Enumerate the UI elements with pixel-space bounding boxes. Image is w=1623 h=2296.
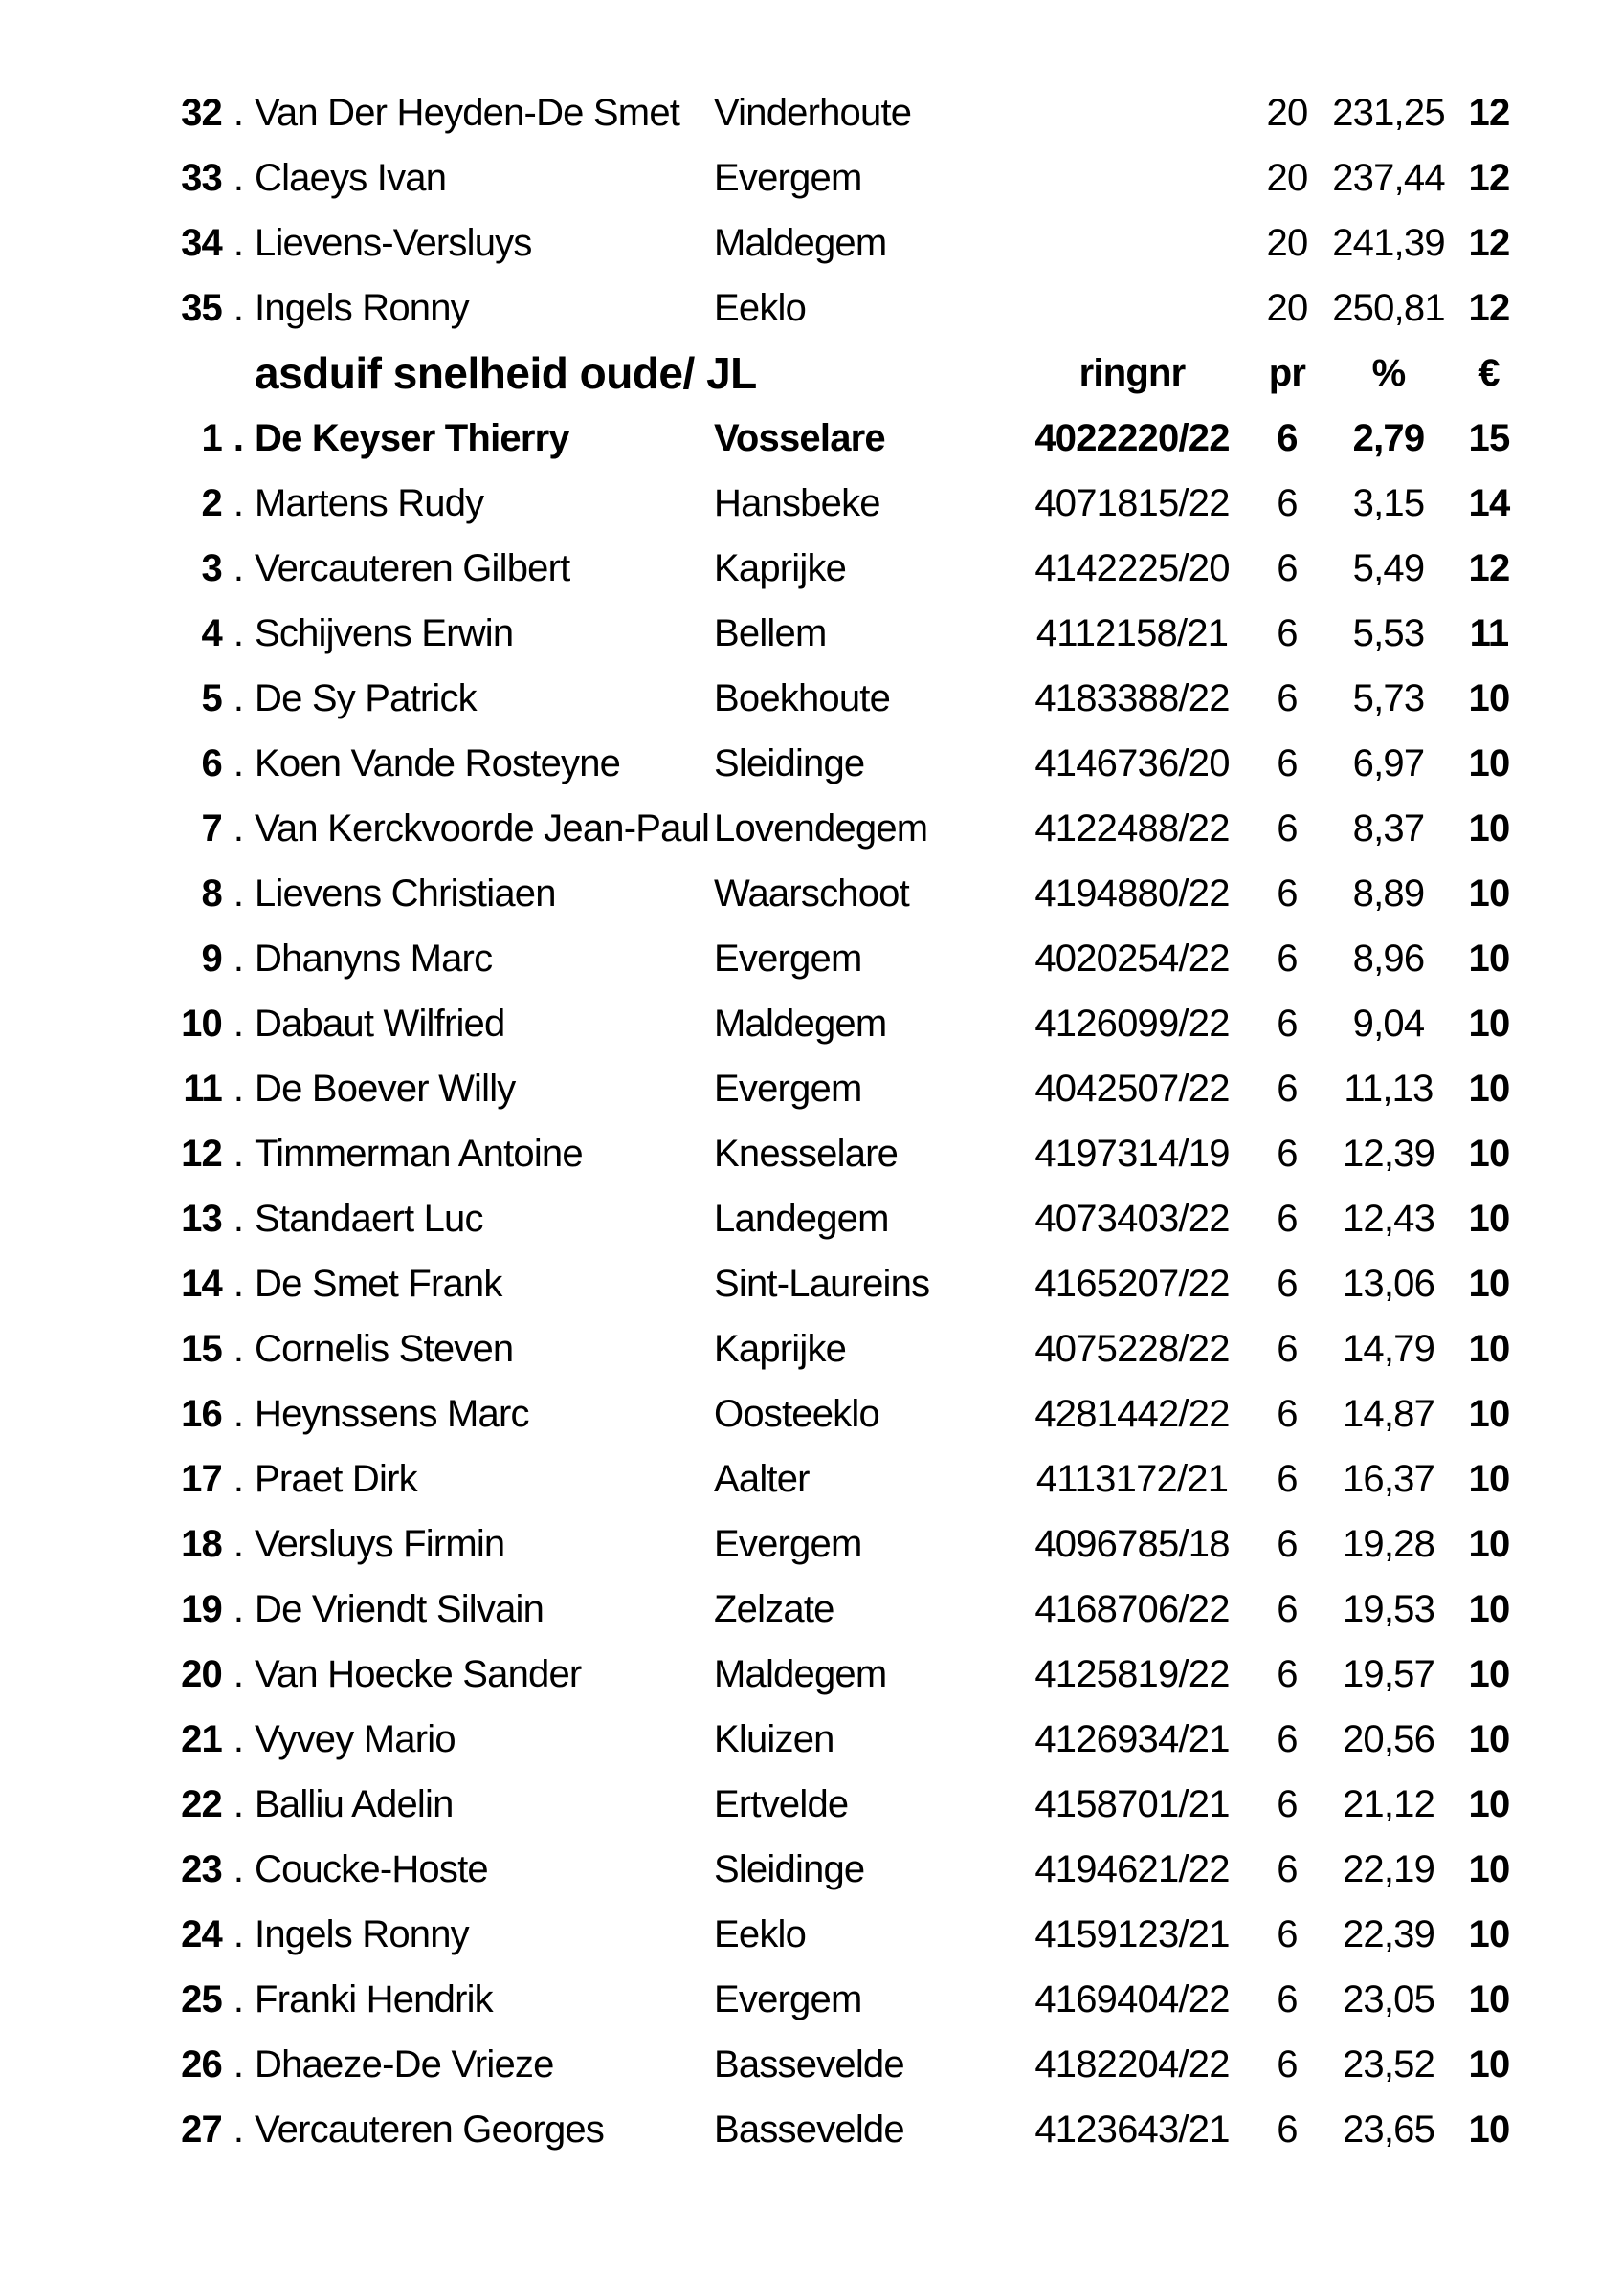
rank-separator: . (233, 1978, 244, 2020)
rank-separator: . (233, 157, 244, 199)
name-cell: De Keyser Thierry (255, 417, 569, 459)
table-row (0, 1121, 1623, 1186)
name-cell: Standaert Luc (255, 1198, 483, 1240)
column-header-euro: € (1478, 352, 1500, 394)
table-row (0, 731, 1623, 796)
pr-cell: 6 (1277, 1718, 1298, 1760)
rank-cell: 25 (181, 1978, 222, 2020)
rank-separator: . (233, 742, 244, 784)
rank-cell: 6 (201, 742, 222, 784)
name-cell: Schijvens Erwin (255, 612, 514, 654)
percent-cell: 19,28 (1342, 1523, 1435, 1565)
percent-cell: 20,56 (1342, 1718, 1435, 1760)
table-row (0, 861, 1623, 926)
ringnr-cell: 4146736/20 (1034, 742, 1230, 784)
euro-cell: 10 (1468, 1458, 1510, 1500)
pr-cell: 6 (1277, 1263, 1298, 1305)
percent-cell: 19,53 (1342, 1588, 1435, 1630)
rank-cell: 33 (181, 157, 222, 199)
rank-separator: . (233, 677, 244, 719)
table-row (0, 1186, 1623, 1251)
euro-cell: 10 (1468, 2108, 1510, 2151)
name-cell: Praet Dirk (255, 1458, 417, 1500)
pr-cell: 6 (1277, 1588, 1298, 1630)
euro-cell: 10 (1468, 1198, 1510, 1240)
ringnr-cell: 4125819/22 (1034, 1653, 1230, 1695)
rank-cell: 5 (201, 677, 222, 719)
euro-cell: 12 (1468, 92, 1510, 134)
ringnr-cell: 4112158/21 (1035, 612, 1229, 654)
name-cell: Vyvey Mario (255, 1718, 456, 1760)
ringnr-cell: 4123643/21 (1034, 2108, 1230, 2151)
pr-cell: 20 (1266, 222, 1308, 264)
rank-separator: . (233, 1783, 244, 1825)
rank-cell: 9 (201, 938, 222, 980)
name-cell: Heynssens Marc (255, 1393, 529, 1435)
percent-cell: 237,44 (1332, 157, 1445, 199)
euro-cell: 10 (1468, 2043, 1510, 2086)
rank-separator: . (233, 1003, 244, 1045)
rank-cell: 19 (181, 1588, 222, 1630)
pr-cell: 6 (1277, 1848, 1298, 1890)
city-cell: Vinderhoute (714, 92, 912, 134)
pr-cell: 6 (1277, 1913, 1298, 1955)
rank-separator: . (233, 1458, 244, 1500)
name-cell: Franki Hendrik (255, 1978, 493, 2020)
rank-separator: . (233, 612, 244, 654)
pr-cell: 6 (1277, 742, 1298, 784)
rank-cell: 2 (201, 482, 222, 524)
pr-cell: 6 (1277, 417, 1298, 459)
rank-cell: 35 (181, 287, 222, 329)
section-header-row (0, 341, 1623, 406)
ringnr-cell: 4158701/21 (1034, 1783, 1230, 1825)
rank-cell: 8 (201, 872, 222, 915)
percent-cell: 9,04 (1352, 1003, 1425, 1045)
city-cell: Bassevelde (714, 2108, 904, 2151)
ringnr-cell: 4113172/21 (1035, 1458, 1229, 1500)
ringnr-cell: 4142225/20 (1034, 547, 1230, 589)
name-cell: Martens Rudy (255, 482, 484, 524)
name-cell: De Sy Patrick (255, 677, 477, 719)
name-cell: Lievens-Versluys (255, 222, 532, 264)
rank-cell: 3 (201, 547, 222, 589)
euro-cell: 10 (1468, 938, 1510, 980)
name-cell: Claeys Ivan (255, 157, 447, 199)
city-cell: Oosteeklo (714, 1393, 879, 1435)
percent-cell: 11,13 (1344, 1068, 1434, 1110)
rank-cell: 27 (181, 2108, 222, 2151)
rank-cell: 32 (181, 92, 222, 134)
percent-cell: 8,96 (1352, 938, 1425, 980)
pr-cell: 6 (1277, 1328, 1298, 1370)
euro-cell: 10 (1468, 742, 1510, 784)
table-row (0, 1837, 1623, 1902)
rank-separator: . (233, 1913, 244, 1955)
euro-cell: 10 (1468, 1133, 1510, 1175)
city-cell: Evergem (714, 157, 862, 199)
section-title: asduif snelheid oude/ JL (255, 348, 757, 398)
city-cell: Knesselare (714, 1133, 899, 1175)
rank-separator: . (233, 1198, 244, 1240)
name-cell: Coucke-Hoste (255, 1848, 488, 1890)
table-row (0, 210, 1623, 276)
pr-cell: 20 (1266, 287, 1308, 329)
table-row (0, 80, 1623, 145)
pr-cell: 6 (1277, 1393, 1298, 1435)
table-row (0, 1056, 1623, 1121)
rank-cell: 12 (181, 1133, 222, 1175)
pr-cell: 20 (1266, 92, 1308, 134)
percent-cell: 8,89 (1352, 872, 1425, 915)
name-cell: Balliu Adelin (255, 1783, 454, 1825)
rank-separator: . (233, 1068, 244, 1110)
name-cell: Van Kerckvoorde Jean-Paul (255, 807, 710, 850)
table-row (0, 1772, 1623, 1837)
rank-cell: 18 (181, 1523, 222, 1565)
percent-cell: 19,57 (1342, 1653, 1435, 1695)
city-cell: Landegem (714, 1198, 889, 1240)
ringnr-cell: 4197314/19 (1034, 1133, 1230, 1175)
ringnr-cell: 4159123/21 (1034, 1913, 1230, 1955)
percent-cell: 241,39 (1332, 222, 1445, 264)
pr-cell: 6 (1277, 938, 1298, 980)
ringnr-cell: 4194621/22 (1034, 1848, 1230, 1890)
table-row (0, 536, 1623, 601)
city-cell: Zelzate (714, 1588, 834, 1630)
percent-cell: 250,81 (1332, 287, 1445, 329)
city-cell: Eeklo (714, 1913, 807, 1955)
rank-separator: . (233, 1263, 244, 1305)
city-cell: Evergem (714, 1978, 862, 2020)
name-cell: Lievens Christiaen (255, 872, 556, 915)
city-cell: Kaprijke (714, 1328, 847, 1370)
rank-separator: . (233, 547, 244, 589)
pr-cell: 6 (1277, 807, 1298, 850)
table-row (0, 1707, 1623, 1772)
city-cell: Boekhoute (714, 677, 891, 719)
ringnr-cell: 4168706/22 (1034, 1588, 1230, 1630)
euro-cell: 12 (1468, 547, 1510, 589)
city-cell: Evergem (714, 938, 862, 980)
euro-cell: 10 (1468, 1328, 1510, 1370)
pr-cell: 6 (1277, 677, 1298, 719)
rank-separator: . (233, 1718, 244, 1760)
percent-cell: 231,25 (1332, 92, 1445, 134)
name-cell: Koen Vande Rosteyne (255, 742, 621, 784)
percent-cell: 8,37 (1352, 807, 1425, 850)
euro-cell: 10 (1468, 807, 1510, 850)
city-cell: Maldegem (714, 1653, 887, 1695)
rank-separator: . (233, 938, 244, 980)
rank-separator: . (233, 1523, 244, 1565)
percent-cell: 6,97 (1352, 742, 1425, 784)
name-cell: Van Hoecke Sander (255, 1653, 582, 1695)
table-row (0, 991, 1623, 1056)
rank-separator: . (233, 1588, 244, 1630)
city-cell: Sleidinge (714, 1848, 865, 1890)
rank-separator: . (233, 807, 244, 850)
name-cell: Dhaeze-De Vrieze (255, 2043, 554, 2086)
pr-cell: 6 (1277, 612, 1298, 654)
pr-cell: 6 (1277, 1653, 1298, 1695)
name-cell: Versluys Firmin (255, 1523, 505, 1565)
euro-cell: 10 (1468, 1588, 1510, 1630)
table-row (0, 601, 1623, 666)
ringnr-cell: 4020254/22 (1034, 938, 1230, 980)
rank-cell: 21 (181, 1718, 222, 1760)
pr-cell: 6 (1277, 872, 1298, 915)
ringnr-cell: 4096785/18 (1034, 1523, 1230, 1565)
rank-separator: . (233, 872, 244, 915)
name-cell: De Vriendt Silvain (255, 1588, 545, 1630)
ringnr-cell: 4165207/22 (1034, 1263, 1230, 1305)
pr-cell: 6 (1277, 1978, 1298, 2020)
euro-cell: 10 (1468, 1913, 1510, 1955)
ringnr-cell: 4071815/22 (1034, 482, 1230, 524)
table-row (0, 471, 1623, 536)
rank-cell: 26 (181, 2043, 222, 2086)
euro-cell: 10 (1468, 1523, 1510, 1565)
rank-cell: 14 (181, 1263, 222, 1305)
percent-cell: 12,43 (1342, 1198, 1435, 1240)
table-row (0, 1251, 1623, 1316)
rank-cell: 10 (181, 1003, 222, 1045)
city-cell: Evergem (714, 1523, 862, 1565)
pr-cell: 6 (1277, 482, 1298, 524)
euro-cell: 12 (1468, 222, 1510, 264)
ringnr-cell: 4169404/22 (1034, 1978, 1230, 2020)
ringnr-cell: 4042507/22 (1034, 1068, 1230, 1110)
rank-separator: . (233, 417, 244, 459)
euro-cell: 10 (1468, 1783, 1510, 1825)
table-row (0, 1902, 1623, 1967)
pr-cell: 6 (1277, 1068, 1298, 1110)
table-row (0, 406, 1623, 471)
percent-cell: 14,87 (1342, 1393, 1435, 1435)
pr-cell: 6 (1277, 1198, 1298, 1240)
pr-cell: 6 (1277, 1783, 1298, 1825)
table-row (0, 2032, 1623, 2097)
table-row (0, 1577, 1623, 1642)
percent-cell: 22,19 (1342, 1848, 1435, 1890)
percent-cell: 16,37 (1342, 1458, 1435, 1500)
rank-separator: . (233, 287, 244, 329)
table-row (0, 796, 1623, 861)
rank-cell: 13 (181, 1198, 222, 1240)
rank-cell: 7 (201, 807, 222, 850)
rank-cell: 1 (201, 417, 222, 459)
euro-cell: 11 (1469, 612, 1509, 654)
rank-separator: . (233, 1848, 244, 1890)
ringnr-cell: 4073403/22 (1034, 1198, 1230, 1240)
euro-cell: 15 (1468, 417, 1510, 459)
pr-cell: 6 (1277, 1003, 1298, 1045)
percent-cell: 5,73 (1352, 677, 1425, 719)
city-cell: Kluizen (714, 1718, 834, 1760)
name-cell: Vercauteren Georges (255, 2108, 605, 2151)
table-row (0, 666, 1623, 731)
ringnr-cell: 4122488/22 (1034, 807, 1230, 850)
rank-cell: 15 (181, 1328, 222, 1370)
column-header-ringnr: ringnr (1078, 352, 1186, 394)
city-cell: Maldegem (714, 222, 887, 264)
euro-cell: 10 (1468, 1718, 1510, 1760)
city-cell: Hansbeke (714, 482, 880, 524)
rank-separator: . (233, 1653, 244, 1695)
column-header-percent: % (1371, 352, 1406, 394)
name-cell: Vercauteren Gilbert (255, 547, 570, 589)
pr-cell: 6 (1277, 1523, 1298, 1565)
table-row (0, 1512, 1623, 1577)
name-cell: De Smet Frank (255, 1263, 502, 1305)
city-cell: Ertvelde (714, 1783, 849, 1825)
euro-cell: 10 (1468, 1393, 1510, 1435)
rank-cell: 24 (181, 1913, 222, 1955)
city-cell: Evergem (714, 1068, 862, 1110)
rank-cell: 34 (181, 222, 222, 264)
pr-cell: 6 (1277, 547, 1298, 589)
percent-cell: 23,65 (1342, 2108, 1435, 2151)
name-cell: Dabaut Wilfried (255, 1003, 505, 1045)
table-row (0, 2097, 1623, 2162)
percent-cell: 14,79 (1342, 1328, 1435, 1370)
rank-separator: . (233, 2043, 244, 2086)
name-cell: Van Der Heyden-De Smet (255, 92, 680, 134)
rank-separator: . (233, 482, 244, 524)
rank-separator: . (233, 1133, 244, 1175)
euro-cell: 10 (1468, 1263, 1510, 1305)
ringnr-cell: 4281442/22 (1034, 1393, 1230, 1435)
pr-cell: 6 (1277, 1458, 1298, 1500)
euro-cell: 14 (1468, 482, 1510, 524)
euro-cell: 12 (1468, 287, 1510, 329)
percent-cell: 23,52 (1342, 2043, 1435, 2086)
table-row (0, 1316, 1623, 1381)
ringnr-cell: 4182204/22 (1034, 2043, 1230, 2086)
euro-cell: 10 (1468, 872, 1510, 915)
ringnr-cell: 4126099/22 (1034, 1003, 1230, 1045)
city-cell: Sint-Laureins (714, 1263, 930, 1305)
name-cell: Ingels Ronny (255, 1913, 469, 1955)
name-cell: Timmerman Antoine (255, 1133, 583, 1175)
pr-cell: 6 (1277, 1133, 1298, 1175)
ringnr-cell: 4022220/22 (1034, 417, 1230, 459)
city-cell: Bassevelde (714, 2043, 904, 2086)
name-cell: Cornelis Steven (255, 1328, 514, 1370)
euro-cell: 10 (1468, 1068, 1510, 1110)
rank-separator: . (233, 92, 244, 134)
name-cell: De Boever Willy (255, 1068, 516, 1110)
city-cell: Kaprijke (714, 547, 847, 589)
euro-cell: 10 (1468, 1848, 1510, 1890)
percent-cell: 5,49 (1352, 547, 1425, 589)
pr-cell: 6 (1277, 2043, 1298, 2086)
euro-cell: 12 (1468, 157, 1510, 199)
city-cell: Eeklo (714, 287, 807, 329)
rank-separator: . (233, 1328, 244, 1370)
table-row (0, 145, 1623, 210)
percent-cell: 13,06 (1342, 1263, 1435, 1305)
rank-cell: 20 (181, 1653, 222, 1695)
column-header-pr: pr (1268, 352, 1306, 394)
name-cell: Dhanyns Marc (255, 938, 493, 980)
rank-cell: 16 (181, 1393, 222, 1435)
city-cell: Maldegem (714, 1003, 887, 1045)
percent-cell: 3,15 (1352, 482, 1425, 524)
percent-cell: 2,79 (1352, 417, 1425, 459)
rank-separator: . (233, 1393, 244, 1435)
euro-cell: 10 (1468, 677, 1510, 719)
ringnr-cell: 4126934/21 (1034, 1718, 1230, 1760)
rank-cell: 4 (201, 612, 222, 654)
city-cell: Sleidinge (714, 742, 865, 784)
rank-cell: 11 (183, 1068, 222, 1110)
pr-cell: 6 (1277, 2108, 1298, 2151)
city-cell: Aalter (714, 1458, 810, 1500)
ringnr-cell: 4075228/22 (1034, 1328, 1230, 1370)
percent-cell: 22,39 (1342, 1913, 1435, 1955)
euro-cell: 10 (1468, 1653, 1510, 1695)
rank-cell: 22 (181, 1783, 222, 1825)
percent-cell: 21,12 (1342, 1783, 1435, 1825)
percent-cell: 23,05 (1342, 1978, 1435, 2020)
euro-cell: 10 (1468, 1978, 1510, 2020)
table-row (0, 1642, 1623, 1707)
rank-cell: 17 (181, 1458, 222, 1500)
table-row (0, 926, 1623, 991)
name-cell: Ingels Ronny (255, 287, 469, 329)
pr-cell: 20 (1266, 157, 1308, 199)
ringnr-cell: 4183388/22 (1034, 677, 1230, 719)
percent-cell: 5,53 (1352, 612, 1425, 654)
table-row (0, 1967, 1623, 2032)
table-row (0, 276, 1623, 341)
percent-cell: 12,39 (1342, 1133, 1435, 1175)
rank-separator: . (233, 222, 244, 264)
table-row (0, 1381, 1623, 1446)
rank-separator: . (233, 2108, 244, 2151)
table-row (0, 1446, 1623, 1512)
city-cell: Bellem (714, 612, 827, 654)
city-cell: Vosselare (714, 417, 885, 459)
city-cell: Lovendegem (714, 807, 928, 850)
euro-cell: 10 (1468, 1003, 1510, 1045)
ringnr-cell: 4194880/22 (1034, 872, 1230, 915)
rank-cell: 23 (181, 1848, 222, 1890)
city-cell: Waarschoot (714, 872, 909, 915)
